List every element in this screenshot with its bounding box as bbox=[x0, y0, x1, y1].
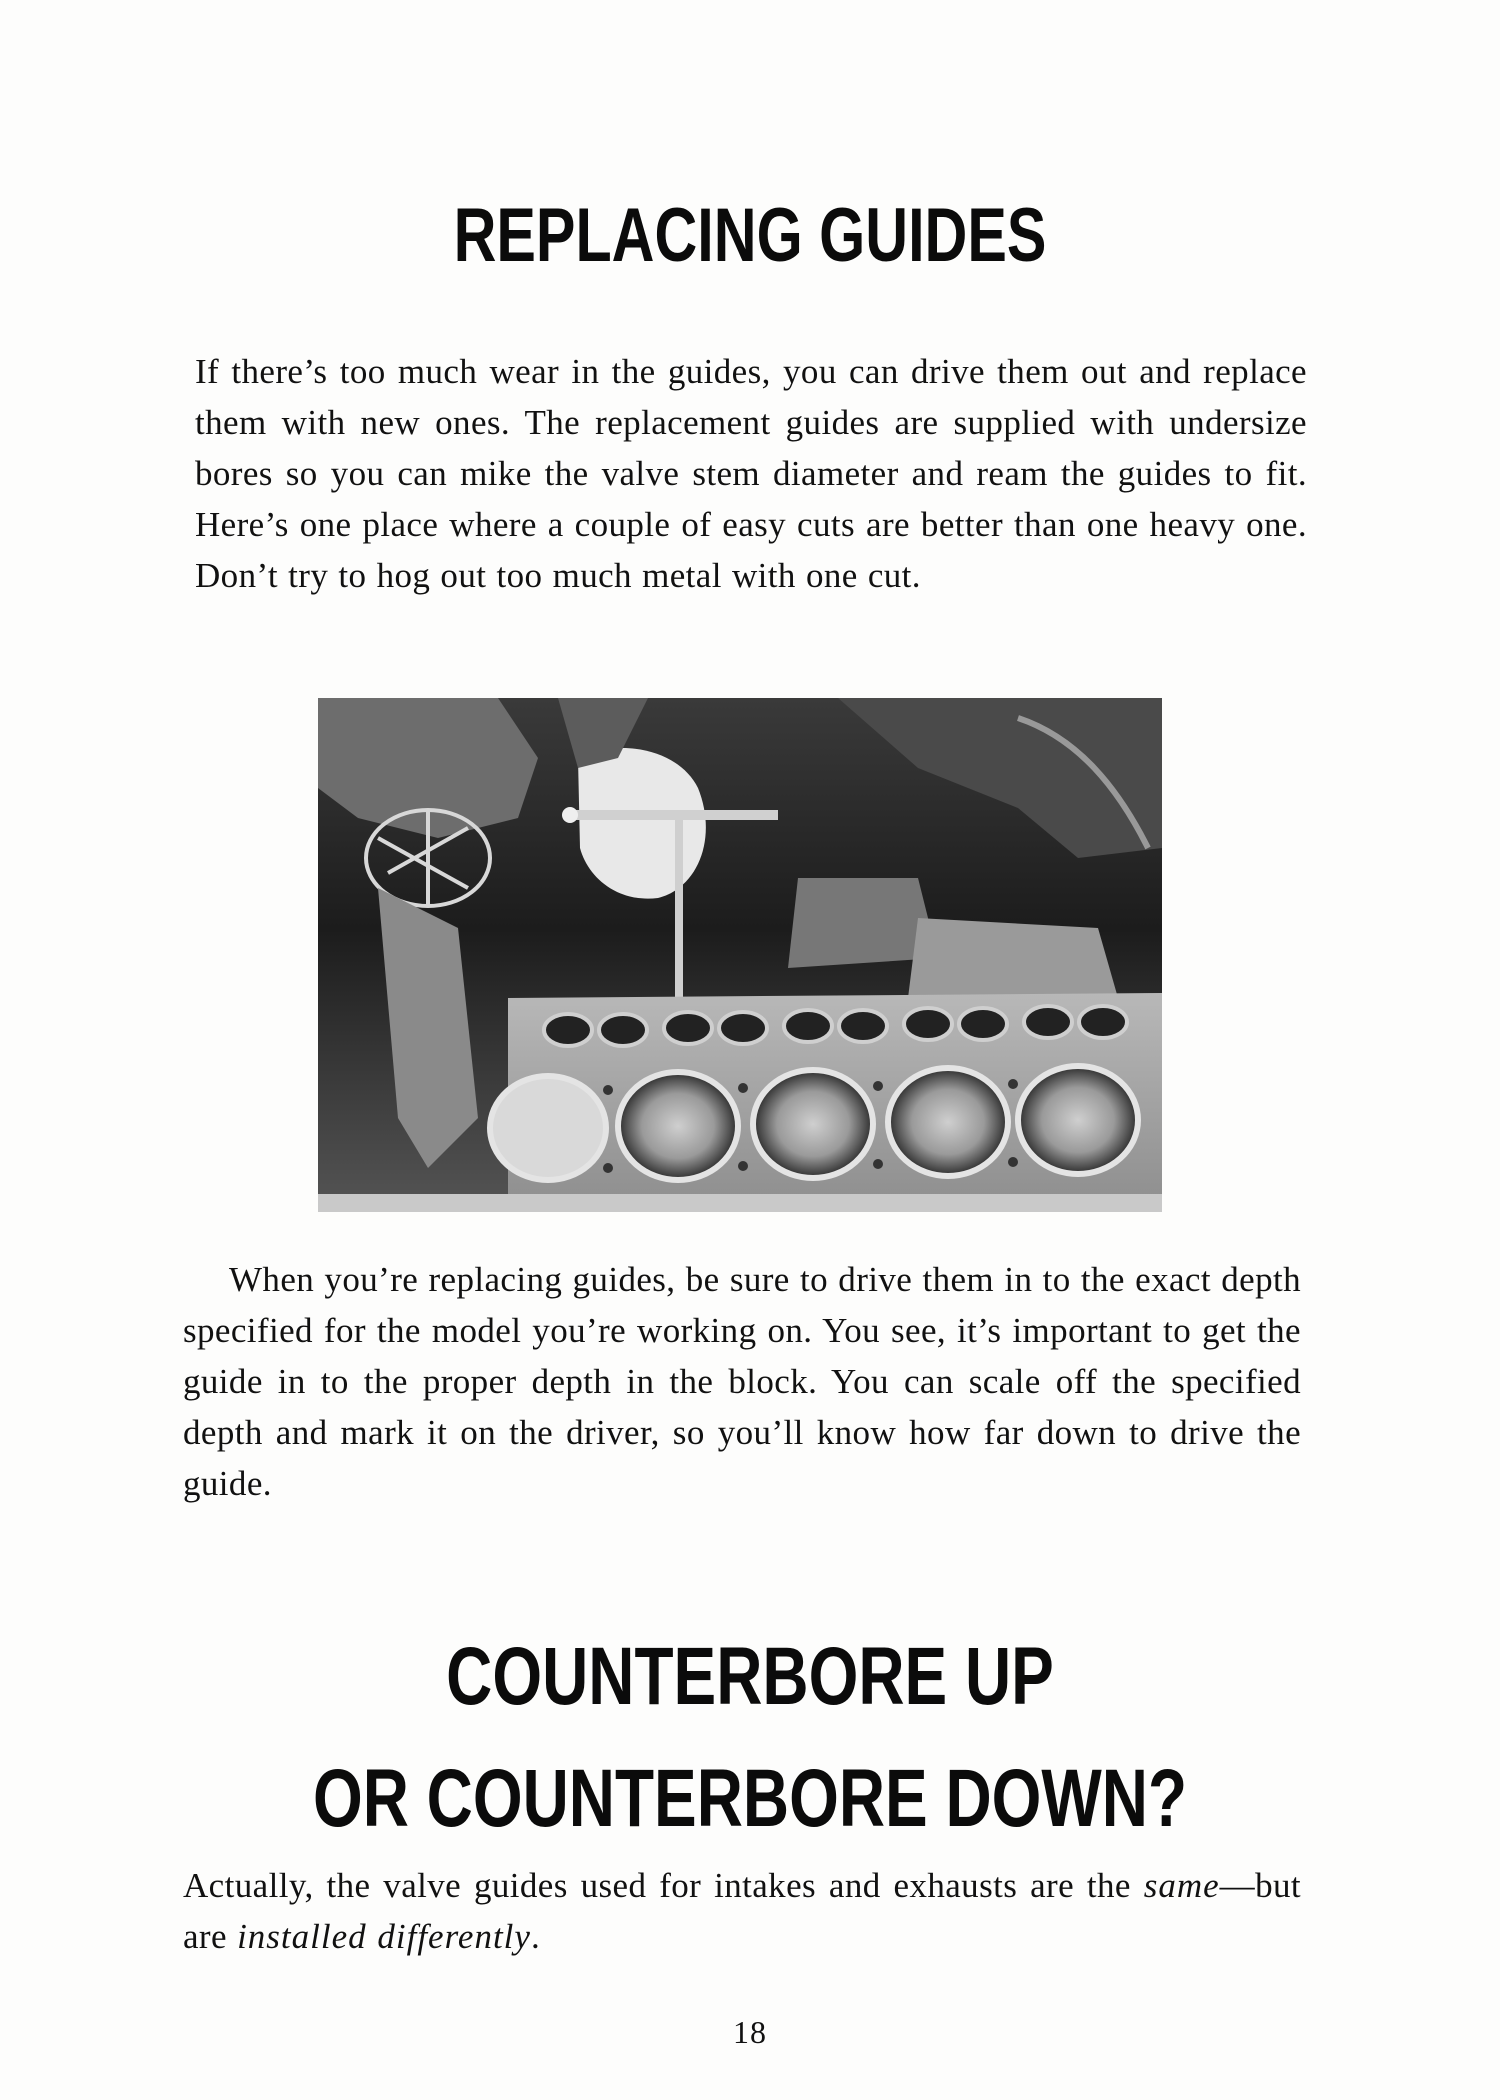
paragraph-replacing-guides: If there’s too much wear in the guides, you can drive them out and replace them with new ones. The replacement guides are supplied with undersize bores so you can mike the valve stem diameter and ream the guides to fit. Here’s one place where a couple of easy cuts are better than one heavy one. Don’t try to hog out too much metal with one cut. bbox=[195, 352, 1307, 595]
paragraph-counterbore-end: . bbox=[530, 1917, 541, 1956]
page-number: 18 bbox=[733, 2014, 767, 2050]
emphasis-installed-differently: installed differently bbox=[237, 1917, 531, 1956]
paragraph-counterbore-start: Actually, the valve guides used for intakes and exhausts are the bbox=[183, 1866, 1144, 1905]
paragraph-counterbore bbox=[183, 1860, 1301, 1962]
emphasis-same: same bbox=[1143, 1866, 1220, 1905]
section-heading-replacing-guides: REPLACING GUIDES bbox=[453, 193, 1047, 278]
paragraph-counterbore-mid: —but are bbox=[183, 1866, 1301, 1956]
paragraph-driving-guides: When you’re replacing guides, be sure to drive them in to the exact depth specified for the model you’re working on. You see, it’s important to get the guide in to the proper depth in the block. You can scale off the specified depth and mark it on the driver, so you’ll know how far down to drive the guide. bbox=[183, 1260, 1301, 1503]
engine-block-photo bbox=[318, 698, 1162, 1212]
section-heading-counterbore-line2: OR COUNTERBORE DOWN? bbox=[312, 1753, 1188, 1844]
section-heading-counterbore-line1: COUNTERBORE UP bbox=[446, 1631, 1054, 1722]
photo-engine-block-reaming-icon bbox=[318, 698, 1162, 1212]
